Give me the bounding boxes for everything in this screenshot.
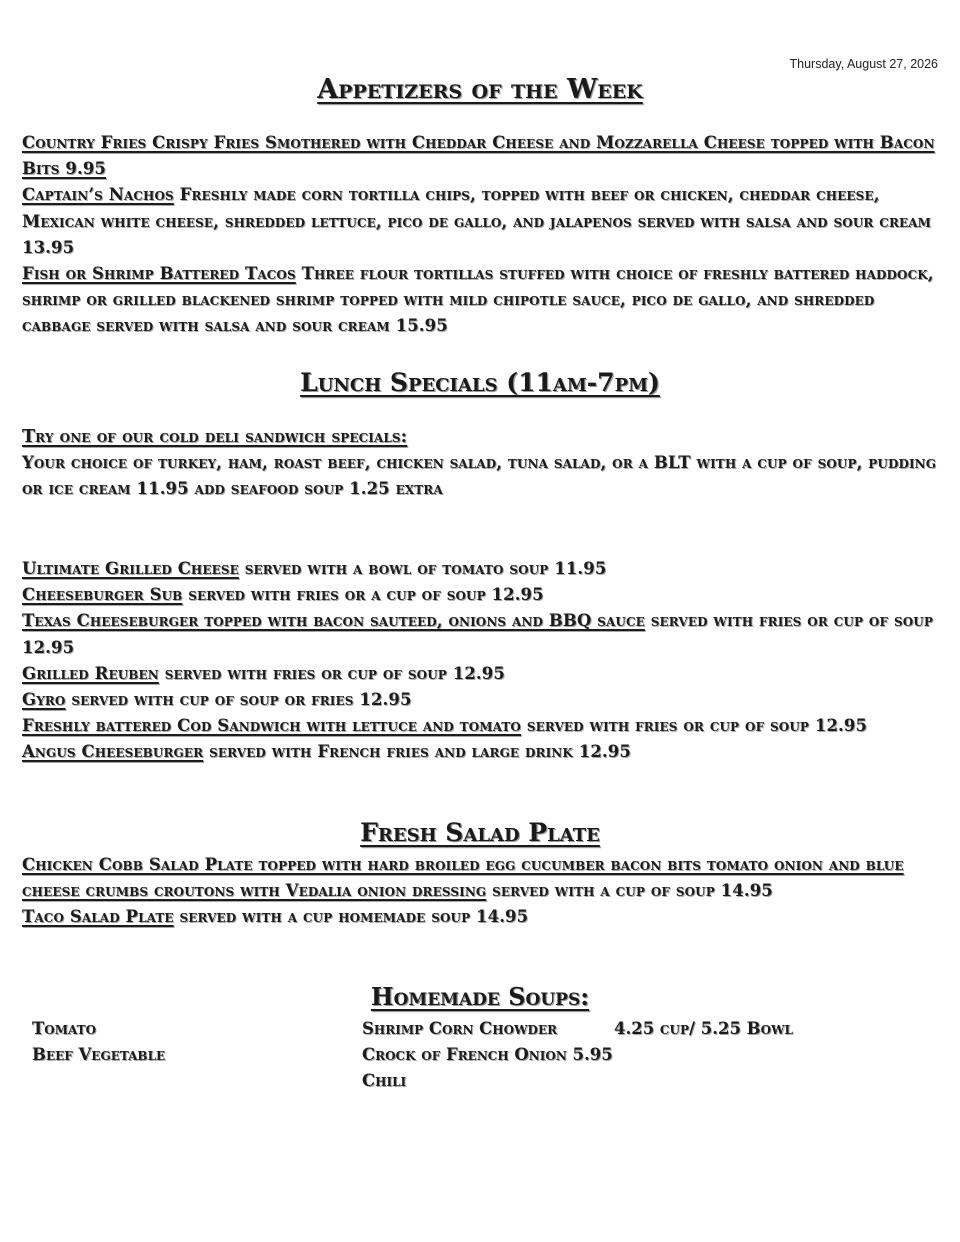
lunch-item-name: Cheeseburger Sub [22, 585, 183, 605]
salad-item-desc: served with a cup homemade soup 14.95 [173, 907, 529, 927]
lunch-item-desc: served with French fries and large drink 12.95 [203, 742, 631, 762]
lunch-item-name: Ultimate Grilled Cheese [22, 559, 239, 578]
lunch-item [22, 739, 938, 765]
lunch-item [22, 661, 938, 687]
appetizer-name: Country Fries Crispy Fries Smothered with Cheddar Cheese and Mozzarella Cheese topped with Bacon Bits 9.95 [22, 133, 935, 179]
lunch-item-name: Texas Cheeseburger topped with bacon sauteed, onions and BBQ sauce [22, 611, 645, 631]
appetizer-name: Fish or Shrimp Battered Tacos [22, 264, 296, 284]
salad-items [22, 852, 938, 931]
salad-item-desc: served with a cup of soup 14.95 [486, 881, 773, 901]
deli-title: Try one of our cold deli sandwich specials: [22, 427, 408, 447]
lunch-item-desc: served with cup of soup or fries 12.95 [65, 690, 412, 710]
lunch-items [22, 556, 938, 766]
lunch-item [22, 608, 938, 660]
lunch-item [22, 687, 938, 713]
appetizers-section [22, 130, 938, 340]
soup-item: Beef Vegetable [32, 1045, 166, 1064]
soup-item: Crock of French Onion 5.95 [362, 1045, 613, 1064]
salad-item-name: Chicken Cobb Salad Plate topped with hard broiled egg cucumber bacon bits tomato onion and blue cheese crumbs croutons with Vedalia onion dressing [22, 855, 904, 901]
lunch-heading: Lunch Specials (11am-7pm) [300, 368, 660, 397]
appetizer-name: Captain’s Nachos [22, 185, 174, 205]
menu-date: Thursday, August 27, 2026 [789, 57, 938, 71]
soup-item: Chili [362, 1071, 407, 1090]
soup-item: Tomato [32, 1019, 97, 1038]
appetizer-desc: Freshly made corn tortilla chips, topped with beef or chicken, cheddar cheese, Mexican white cheese, shredded lettuce, pico de gallo, and jalapenos served with salsa and sour cream 13.95 [22, 185, 932, 257]
lunch-item-name: Grilled Reuben [22, 663, 159, 683]
salad-item [22, 852, 938, 904]
lunch-item-desc: served with fries or cup of soup 12.95 [158, 663, 505, 683]
appetizer-item-tacos [22, 261, 938, 340]
lunch-item [22, 713, 938, 739]
salad-item [22, 904, 938, 930]
lunch-item-desc: served with fries or cup of soup 12.95 [520, 716, 868, 736]
salad-item-name: Taco Salad Plate [22, 907, 174, 927]
salad-heading: Fresh Salad Plate [360, 818, 600, 847]
appetizer-item-nachos [22, 182, 938, 261]
lunch-item [22, 556, 938, 582]
lunch-item-name: Freshly battered Cod Sandwich with lettuce and tomato [22, 716, 521, 736]
soups-heading: Homemade Soups: [370, 982, 590, 1011]
appetizers-heading: Appetizers of the Week [317, 74, 643, 105]
lunch-item-name: Gyro [22, 690, 66, 710]
appetizer-item-country-fries [22, 130, 938, 182]
soups-section [0, 1019, 960, 1109]
appetizer-desc: Three flour tortillas stuffed with choice of freshly battered haddock, shrimp or grilled blackened shrimp topped with mild chipotle sauce, pico de gallo, and shredded cabbage served with salsa and sour cream 15.95 [22, 264, 934, 336]
lunch-item-desc: served with fries or a cup of soup 12.95 [182, 585, 544, 605]
lunch-item-desc: served with fries or cup of soup 12.95 [22, 611, 933, 657]
lunch-item [22, 582, 938, 608]
soup-item: Shrimp Corn Chowder [362, 1019, 558, 1038]
lunch-item-desc: served with a bowl of tomato soup 11.95 [238, 559, 607, 578]
soup-price: 4.25 cup/ 5.25 Bowl [614, 1019, 793, 1038]
lunch-item-name: Angus Cheeseburger [22, 742, 204, 762]
deli-section [22, 424, 938, 503]
deli-description: Your choice of turkey, ham, roast beef, chicken salad, tuna salad, or a BLT with a cup of soup, pudding or ice cream 11.95 add seafood soup 1.25 extra [22, 453, 937, 499]
